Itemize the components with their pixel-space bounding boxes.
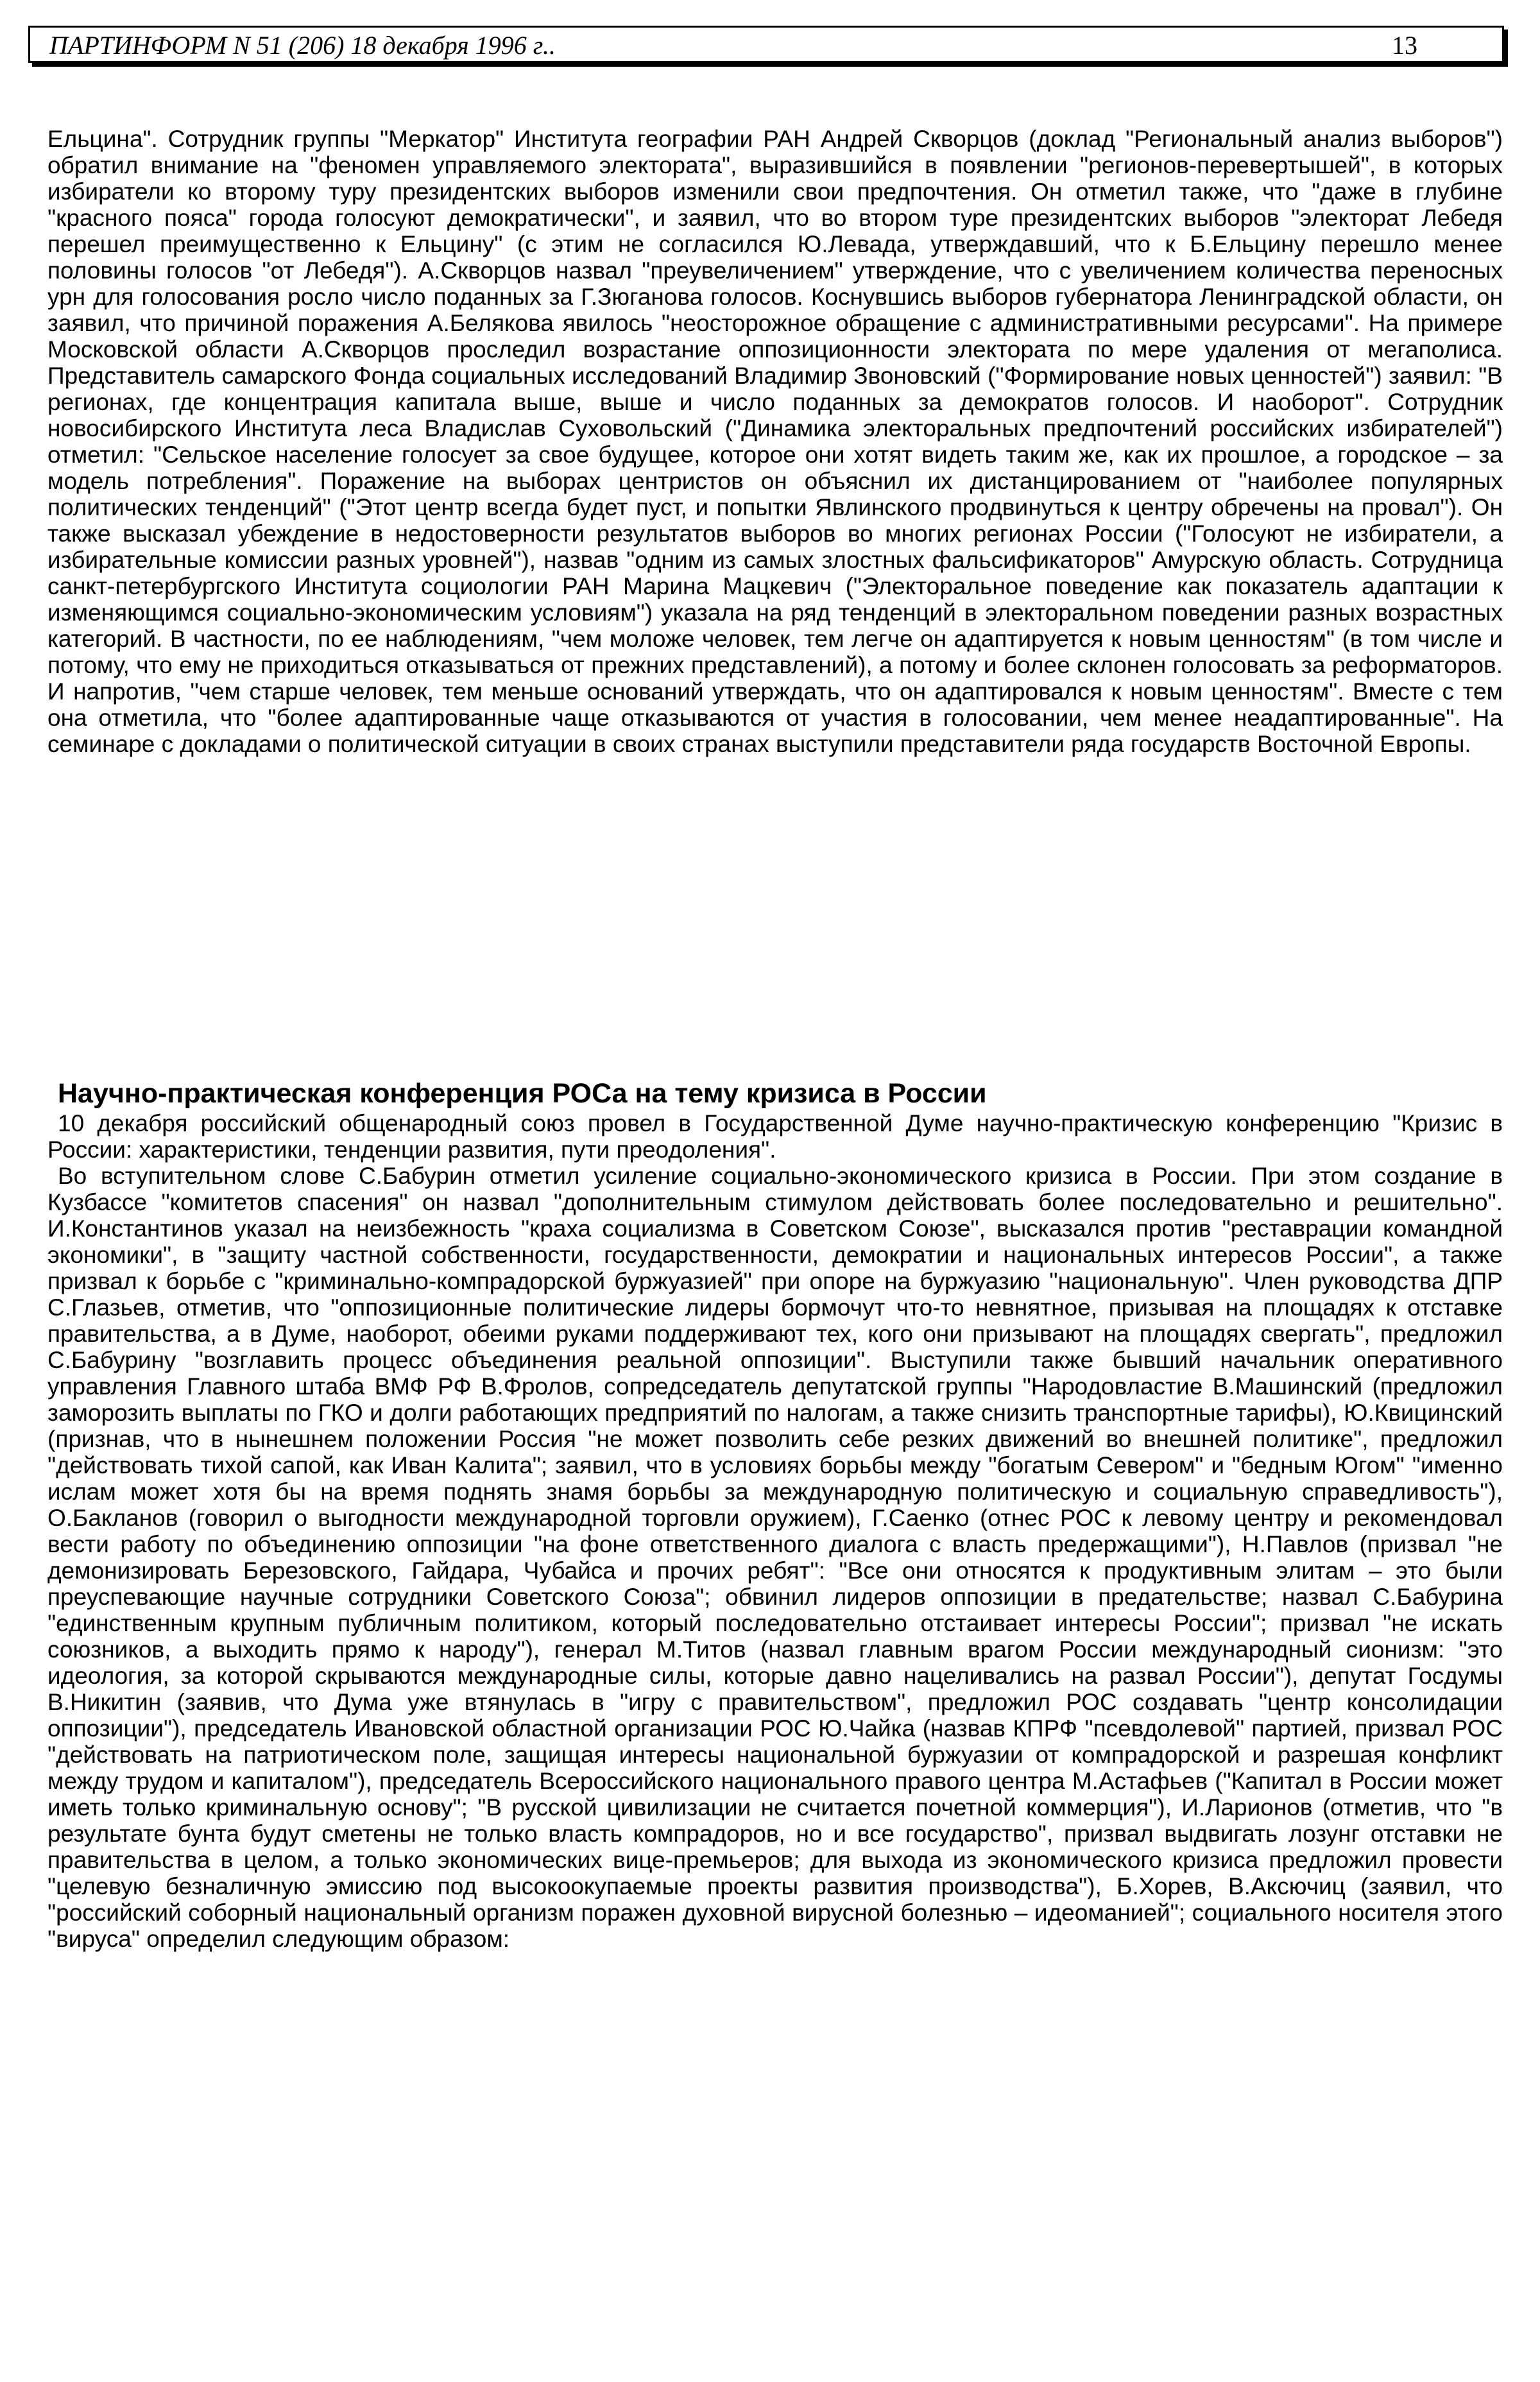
article-paragraph: Ельцина". Сотрудник группы "Меркатор" Института географии РАН Андрей Скворцов (доклад "Региональный анализ выборов") обратил внимание на "феномен управляемого электората", выразившийся в появлении "регионов-перевертышей", в которых избиратели ко второму туру президентских выборов изменили свои предпочтения. Он отметил также, что "даже в глубине "красного пояса" города голосуют демократически", и заявил, что во втором туре президентских выборов "электорат Лебедя перешел преимущественно к Ельцину" (с этим не согласился Ю.Левада, утверждавший, что к Б.Ельцину перешло менее половины голосов "от Лебедя"). А.Скворцов назвал "преувеличением" утверждение, что с увеличением количества переносных урн для голосования росло число поданных за Г.Зюганова голосов. Коснувшись выборов губернатора Ленинградской области, он заявил, что причиной поражения А.Белякова явилось "неосторожное обращение с административными ресурсами". На примере Московской области А.Скворцов проследил возрастание оппозиционности электората по мере удаления от мегаполиса. Представитель самарского Фонда социальных исследований Владимир Звоновский ("Формирование новых ценностей") заявил: "В регионах, где концентрация капитала выше, выше и число поданных за демократов голосов. И наоборот". Сотрудник новосибирского Института леса Владислав Суховольский ("Динамика электоральных предпочтений российских избирателей") отметил: "Сельское население голосует за свое будущее, которое они хотят видеть таким же, как их прошлое, а городское – за модель потребления". Поражение на выборах центристов он объяснил их дистанцированием от "наиболее популярных политических тенденций" ("Этот центр всегда будет пуст, и попытки Явлинского продвинуться к центру обречены на провал"). Он также высказал убеждение в недостоверности результатов выборов во многих регионах России ("Голосуют не избиратели, а избирательные комиссии разных уровней"), назвав "одним из самых злостных фальсификаторов" Амурскую область. Сотрудница санкт-петербургского Института социологии РАН Марина Мацкевич ("Электоральное поведение как показатель адаптации к изменяющимся социально-экономическим условиям") указала на ряд тенденций в электоральном поведении разных возрастных категорий. В частности, по ее наблюдениям, "чем моложе человек, тем легче он адаптируется к новым ценностям" (в том числе и потому, что ему не приходиться отказываться от прежних представлений), а потому и более склонен голосовать за реформаторов. И напротив, "чем старше человек, тем меньше оснований утверждать, что он адаптировался к новым ценностям". Вместе с тем она отметила, что "более адаптированные чаще отказываются от участия в голосовании, чем менее неадаптированные". На семинаре с докладами о политической ситуации в своих странах выступили представители ряда государств Восточной Европы. [47,126,1503,757]
publication-title: ПАРТИНФОРМ N 51 (206) 18 декабря 1996 г.. [49,31,556,60]
section-paragraph-main: Во вступительном слове С.Бабурин отметил усиление социально-экономического кризиса в России. При этом создание в Кузбассе "комитетов спасения" он назвал "дополнительным стимулом действовать более последовательно и решительно". И.Константинов указал на неизбежность "краха социализма в Советском Союзе", высказался против "реставрации командной экономики", в "защиту частной собственности, государственности, демократии и национальных интересов России", а также призвал к борьбе с "криминально-компрадорской буржуазией" при опоре на буржуазию "национальную". Член руководства ДПР С.Глазьев, отметив, что "оппозиционные политические лидеры бормочут что-то невнятное, призывая на площадях к отставке правительства, а в Думе, наоборот, обеими руками поддерживают тех, кого они призывают на площадях свергать", предложил С.Бабурину "возглавить процесс объединения реальной оппозиции". Выступили также бывший начальник оперативного управления Главного штаба ВМФ РФ В.Фролов, сопредседатель депутатской группы "Народовластие В.Машинский (предложил заморозить выплаты по ГКО и долги работающих предприятий по налогам, а также снизить транспортные тарифы), Ю.Квицинский (признав, что в нынешнем положении Россия "не может позволить себе резких движений во внешней политике", предложил "действовать тихой сапой, как Иван Калита"; заявил, что в условиях борьбы между "богатым Севером" и "бедным Югом" "именно ислам может хотя бы на время поднять знамя борьбы за международную политическую и социальную справедливость"), О.Бакланов (говорил о выгодности международной торговли оружием), Г.Саенко (отнес РОС к левому центру и рекомендовал вести работу по объединению оппозиции "на фоне ответственного диалога с власть предержащими"), Н.Павлов (призвал "не демонизировать Березовского, Гайдара, Чубайса и прочих ребят": "Все они относятся к продуктивным элитам – это были преуспевающие научные сотрудники Советского Союза"; обвинил лидеров оппозиции в предательстве; назвал С.Бабурина "единственным крупным публичным политиком, который последовательно отстаивает интересы России"; призвал "не искать союзников, а выходить прямо к народу"), генерал М.Титов (назвал главным врагом России международный сионизм: "это идеология, за которой скрываются международные силы, которые давно нацеливались на развал России"), депутат Госдумы В.Никитин (заявив, что Дума уже втянулась в "игру с правительством", предложил РОС создавать "центр консолидации оппозиции"), председатель Ивановской областной организации РОС Ю.Чайка (назвав КПРФ "псевдолевой" партией, призвал РОС "действовать на патриотическом поле, защищая интересы национальной буржуазии от компрадорской и разрешая конфликт между трудом и капиталом"), председатель Всероссийского национального правого центра М.Астафьев ("Капитал в России может иметь только криминальную основу"; "В русской цивилизации не считается почетной коммерция"), И.Ларионов (отметив, что "в результате бунта будут сметены не только власть компрадоров, но и все государство", призвал выдвигать лозунг отставки не правительства в целом, а только экономических вице-премьеров; для выхода из экономического кризиса предложил провести "целевую безналичную эмиссию под высокоокупаемые проекты развития производства"), Б.Хорев, В.Аксючиц (заявил, что "российский соборный национальный организм поражен духовной вирусной болезнью – идеоманией"; социального носителя этого "вируса" определил следующим образом: [47,1163,1503,1952]
conference-section [47,1077,1503,1952]
page-number: 13 [1392,31,1417,60]
page-header [28,26,1504,63]
section-heading: Научно-практическая конференция РОСа на тему кризиса в России [58,1078,987,1109]
article-body [47,126,1503,757]
section-paragraph-intro: 10 декабря российский общенародный союз провел в Государственной Думе научно-практическую конференцию "Кризис в России: характеристики, тенденции развития, пути преодоления". [47,1110,1503,1163]
